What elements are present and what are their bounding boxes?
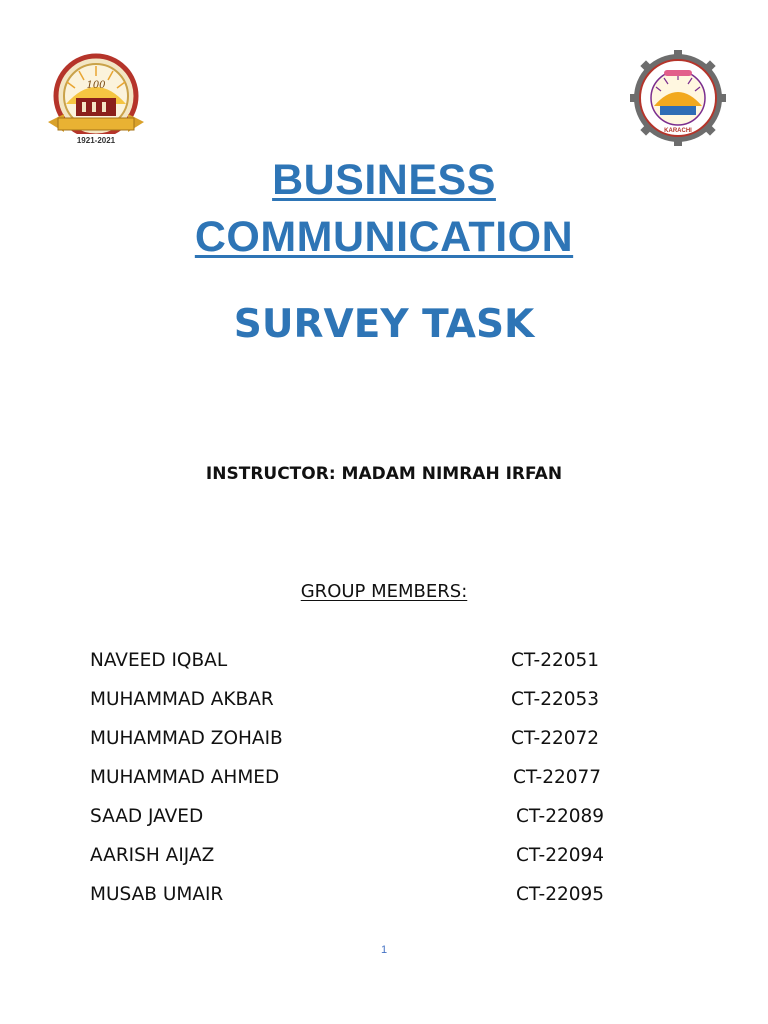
title-line-communication: COMMUNICATION	[194, 213, 574, 261]
group-members-heading: GROUP MEMBERS:	[300, 581, 468, 602]
group-members-list	[90, 650, 650, 923]
member-name: AARISH AIJAZ	[90, 845, 215, 866]
member-row	[90, 728, 650, 767]
svg-text:1921-2021: 1921-2021	[76, 136, 116, 145]
member-id: CT-22089	[516, 806, 605, 827]
member-row	[90, 806, 650, 845]
member-name: MUSAB UMAIR	[90, 884, 224, 905]
member-id: CT-22053	[511, 689, 600, 710]
member-row	[90, 884, 650, 923]
page-number: 1	[380, 944, 388, 956]
svg-text:100: 100	[86, 80, 106, 91]
university-centenary-logo	[46, 52, 146, 150]
member-id: CT-22095	[516, 884, 605, 905]
member-name: MUHAMMAD AHMED	[90, 767, 280, 788]
member-name: SAAD JAVED	[90, 806, 204, 827]
ned-centenary-logo-icon	[46, 52, 146, 150]
title-line-business: BUSINESS	[272, 156, 496, 204]
member-name: NAVEED IQBAL	[90, 650, 228, 671]
subtitle-survey-task: SURVEY TASK	[233, 302, 535, 347]
instructor-label: INSTRUCTOR:	[205, 464, 336, 484]
member-name: MUHAMMAD AKBAR	[90, 689, 274, 710]
member-row	[90, 767, 650, 806]
university-seal-logo	[630, 50, 726, 146]
member-id: CT-22094	[516, 845, 605, 866]
instructor-name: MADAM NIMRAH IRFAN	[341, 464, 563, 484]
member-row	[90, 689, 650, 728]
ned-university-seal-icon	[630, 50, 726, 146]
member-id: CT-22051	[511, 650, 600, 671]
member-id: CT-22077	[513, 767, 602, 788]
member-id: CT-22072	[511, 728, 600, 749]
member-name: MUHAMMAD ZOHAIB	[90, 728, 283, 749]
svg-text:KARACHI: KARACHI	[664, 128, 692, 134]
instructor-line	[0, 464, 768, 484]
member-row	[90, 845, 650, 884]
member-row	[90, 650, 650, 689]
